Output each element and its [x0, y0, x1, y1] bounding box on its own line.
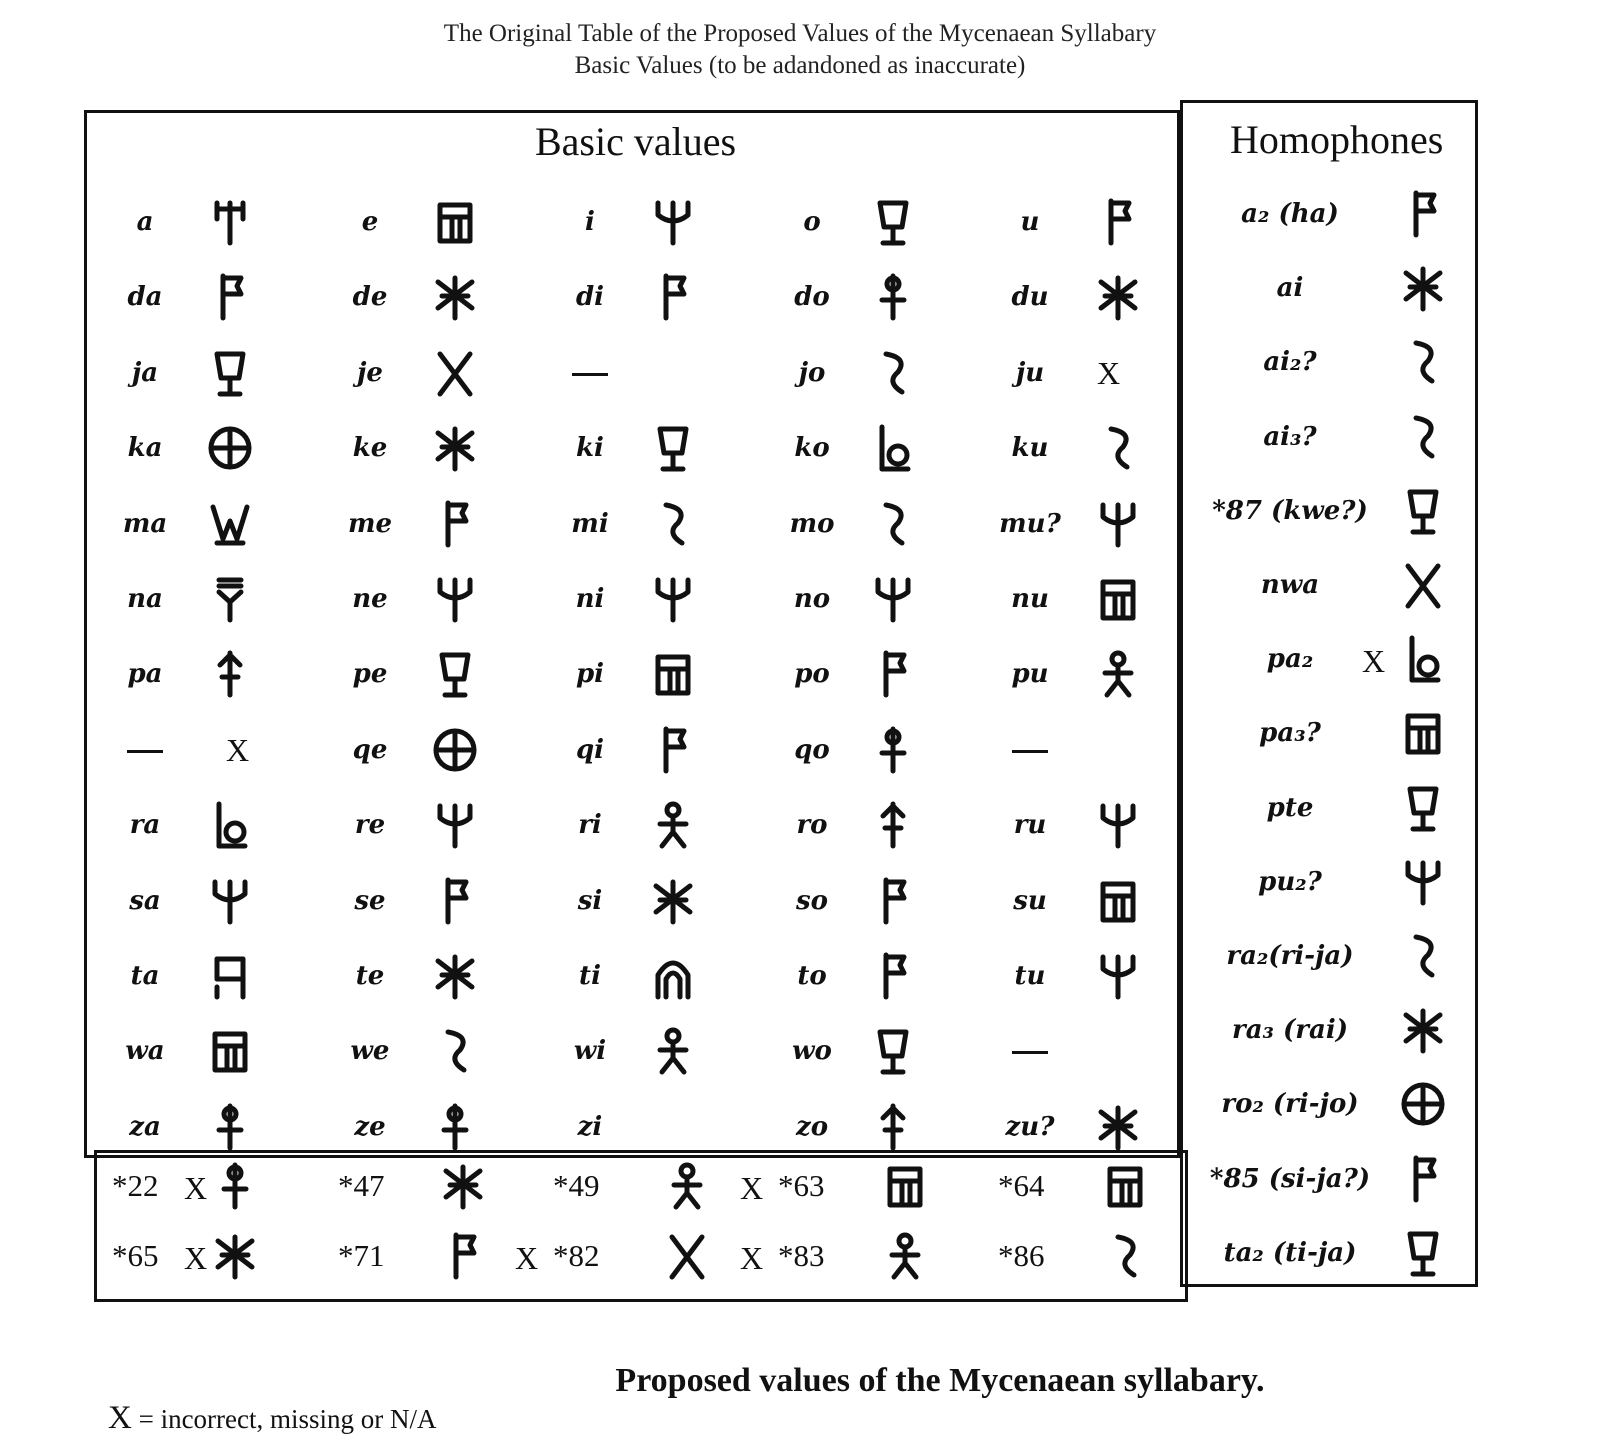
x-mark-basic: X: [226, 731, 250, 768]
linear-b-sign-icon: [1398, 1154, 1448, 1204]
linear-b-sign-icon: [1093, 951, 1143, 1001]
linear-b-sign-icon: [1093, 649, 1143, 699]
linear-b-sign-icon: [868, 574, 918, 624]
basic-label-3-4: mo: [789, 508, 835, 539]
homophone-label: pu₂?: [1258, 866, 1322, 897]
basic-label-4-8: ru: [1013, 810, 1047, 841]
linear-b-sign-icon: [1398, 857, 1448, 907]
linear-b-sign-icon: [868, 800, 918, 850]
linear-b-sign-icon: [430, 1102, 480, 1152]
linear-b-sign-icon: [868, 1026, 918, 1076]
linear-b-sign-icon: [868, 649, 918, 699]
homophone-label: ro₂ (ri-jo): [1221, 1089, 1359, 1120]
homophone-label: *87 (kwe?): [1212, 495, 1368, 526]
linear-b-sign-icon: [1398, 1079, 1448, 1129]
linear-b-sign-icon: [868, 951, 918, 1001]
basic-dash-2-2: [572, 373, 608, 376]
basic-label-2-0: i: [585, 207, 595, 237]
basic-label-2-6: pi: [575, 659, 605, 690]
basic-label-3-2: jo: [798, 357, 826, 388]
linear-b-sign-icon: [1093, 272, 1143, 322]
homophone-label: ta₂ (ti-ja): [1223, 1237, 1357, 1268]
linear-b-sign-icon: [205, 1102, 255, 1152]
basic-label-0-11: wa: [125, 1036, 165, 1067]
linear-b-sign-icon: [648, 951, 698, 1001]
linear-b-sign-icon: [648, 574, 698, 624]
x-mark: X: [740, 1240, 764, 1276]
linear-b-sign-icon: [430, 725, 480, 775]
basic-label-2-10: ti: [579, 961, 601, 991]
linear-b-sign-icon: [648, 649, 698, 699]
linear-b-sign-icon: [868, 197, 918, 247]
linear-b-sign-icon: [1398, 560, 1448, 610]
basic-label-4-4: mu?: [999, 508, 1061, 539]
basic-label-1-9: se: [354, 885, 386, 916]
basic-label-2-9: si: [577, 885, 603, 916]
basic-label-0-3: ka: [127, 433, 163, 464]
numbered-label: *82: [553, 1238, 600, 1273]
linear-b-sign-icon: [1398, 634, 1448, 684]
linear-b-sign-icon: [205, 951, 255, 1001]
basic-label-1-12: ze: [354, 1111, 386, 1142]
basic-label-4-9: su: [1013, 885, 1047, 916]
linear-b-sign-icon: [1398, 412, 1448, 462]
linear-b-sign-icon: [868, 1102, 918, 1152]
linear-b-sign-icon: [1398, 337, 1448, 387]
linear-b-sign-icon: [430, 649, 480, 699]
basic-label-4-12: zu?: [1005, 1111, 1055, 1142]
linear-b-sign-icon: [1093, 1102, 1143, 1152]
basic-label-0-6: pa: [127, 659, 163, 690]
basic-label-3-9: so: [796, 885, 828, 916]
linear-b-sign-icon: [1093, 423, 1143, 473]
basic-label-1-5: ne: [352, 584, 388, 614]
linear-b-sign-icon: [205, 574, 255, 624]
homophone-label: pte: [1266, 792, 1314, 823]
legend-text: = incorrect, missing or N/A: [138, 1404, 437, 1434]
homophone-label: ai: [1276, 273, 1304, 304]
linear-b-sign-icon: [662, 1161, 712, 1211]
page-title: The Original Table of the Proposed Values of the Mycenaean Syllabary: [443, 20, 1157, 47]
basic-label-1-7: qe: [352, 734, 388, 765]
linear-b-sign-icon: [205, 1026, 255, 1076]
basic-label-2-7: qi: [575, 734, 605, 765]
basic-label-0-9: sa: [129, 885, 161, 916]
linear-b-sign-icon: [1398, 1005, 1448, 1055]
linear-b-sign-icon: [648, 800, 698, 850]
x-mark: X: [1362, 643, 1386, 680]
basic-label-4-10: tu: [1014, 961, 1046, 991]
linear-b-sign-icon: [438, 1161, 488, 1211]
basic-label-1-10: te: [355, 961, 385, 991]
homophone-label: ra₂(ri-ja): [1226, 941, 1354, 971]
linear-b-sign-icon: [648, 725, 698, 775]
linear-b-sign-icon: [648, 272, 698, 322]
x-mark-ju: X: [1097, 354, 1121, 391]
linear-b-sign-icon: [868, 272, 918, 322]
linear-b-sign-icon: [648, 423, 698, 473]
linear-b-sign-icon: [430, 197, 480, 247]
linear-b-sign-icon: [205, 348, 255, 398]
linear-b-sign-icon: [1398, 486, 1448, 536]
linear-b-sign-icon: [662, 1231, 712, 1281]
basic-dash-4-11: [1012, 1051, 1048, 1054]
basic-dash-4-7: [1012, 750, 1048, 753]
numbered-label: *64: [998, 1168, 1045, 1203]
basic-label-1-8: re: [354, 810, 386, 841]
linear-b-sign-icon: [205, 423, 255, 473]
numbered-label: *22: [112, 1168, 159, 1203]
basic-label-1-3: ke: [352, 433, 388, 464]
linear-b-sign-icon: [648, 499, 698, 549]
basic-label-3-12: zo: [795, 1111, 829, 1142]
basic-values-title: Basic values: [535, 119, 737, 164]
basic-label-2-11: wi: [573, 1036, 607, 1067]
linear-b-sign-icon: [1398, 1228, 1448, 1278]
linear-b-sign-icon: [1398, 931, 1448, 981]
x-mark: X: [184, 1170, 208, 1206]
basic-label-3-11: wo: [792, 1036, 832, 1067]
basic-label-2-4: mi: [571, 508, 609, 539]
legend: [108, 1400, 437, 1437]
linear-b-sign-icon: [1100, 1231, 1150, 1281]
table-caption: Proposed values of the Mycenaean syllabary.: [615, 1362, 1265, 1399]
basic-label-3-1: do: [794, 282, 830, 313]
linear-b-sign-icon: [1398, 783, 1448, 833]
linear-b-sign-icon: [430, 423, 480, 473]
linear-b-sign-icon: [210, 1161, 260, 1211]
x-mark: X: [184, 1240, 208, 1276]
linear-b-sign-icon: [210, 1231, 260, 1281]
homophone-label: *85 (si-ja?): [1209, 1163, 1371, 1194]
linear-b-sign-icon: [430, 800, 480, 850]
basic-label-4-1: du: [1011, 282, 1049, 313]
basic-label-0-1: da: [127, 282, 163, 313]
basic-label-3-0: o: [803, 207, 821, 237]
linear-b-sign-icon: [880, 1161, 930, 1211]
basic-label-1-6: pe: [352, 659, 388, 690]
basic-label-0-10: ta: [130, 961, 160, 991]
numbered-label: *63: [778, 1168, 825, 1203]
basic-label-3-7: qo: [794, 734, 830, 765]
linear-b-sign-icon: [1093, 197, 1143, 247]
linear-b-sign-icon: [868, 423, 918, 473]
x-mark: X: [515, 1240, 539, 1276]
linear-b-sign-icon: [880, 1231, 930, 1281]
linear-b-sign-icon: [1398, 189, 1448, 239]
basic-label-1-1: de: [352, 282, 388, 313]
basic-label-1-2: je: [357, 357, 383, 388]
basic-label-3-3: ko: [794, 433, 830, 464]
basic-label-0-0: a: [136, 207, 154, 237]
basic-label-0-5: na: [127, 584, 163, 614]
linear-b-sign-icon: [430, 348, 480, 398]
basic-label-2-12: zi: [577, 1111, 603, 1142]
basic-label-1-4: me: [347, 508, 393, 539]
linear-b-sign-icon: [430, 951, 480, 1001]
linear-b-sign-icon: [648, 197, 698, 247]
basic-label-4-5: nu: [1011, 584, 1049, 614]
linear-b-sign-icon: [430, 876, 480, 926]
linear-b-sign-icon: [1093, 499, 1143, 549]
numbered-label: *49: [553, 1168, 600, 1203]
homophone-label: a₂ (ha): [1241, 199, 1339, 229]
numbered-label: *65: [112, 1238, 159, 1273]
linear-b-sign-icon: [1100, 1161, 1150, 1211]
linear-b-sign-icon: [430, 499, 480, 549]
basic-dash-0-7: [127, 750, 163, 753]
basic-label-0-8: ra: [129, 810, 161, 841]
homophone-label: pa₂: [1266, 644, 1314, 675]
homophones-title: Homophones: [1230, 117, 1444, 162]
basic-label-2-1: di: [575, 282, 605, 313]
linear-b-sign-icon: [205, 499, 255, 549]
page-subtitle: Basic Values (to be adandoned as inaccurate): [574, 52, 1026, 79]
numbered-label: *71: [338, 1238, 385, 1273]
linear-b-sign-icon: [1398, 708, 1448, 758]
linear-b-sign-icon: [205, 649, 255, 699]
linear-b-sign-icon: [205, 272, 255, 322]
linear-b-sign-icon: [430, 1026, 480, 1076]
basic-label-1-11: we: [350, 1036, 390, 1067]
basic-label-1-0: e: [361, 207, 379, 237]
linear-b-sign-icon: [205, 800, 255, 850]
linear-b-sign-icon: [1093, 800, 1143, 850]
homophone-label: nwa: [1260, 570, 1320, 600]
basic-label-3-8: ro: [796, 810, 828, 841]
homophone-label: ra₃ (rai): [1231, 1015, 1349, 1046]
basic-label-3-5: no: [793, 584, 831, 614]
legend-symbol: X: [108, 1400, 132, 1436]
basic-label-4-2: ju: [1015, 357, 1045, 388]
basic-label-3-10: to: [797, 961, 827, 991]
numbered-label: *47: [338, 1168, 385, 1203]
basic-label-4-6: pu: [1011, 659, 1049, 690]
numbered-label: *83: [778, 1238, 825, 1273]
linear-b-sign-icon: [648, 876, 698, 926]
basic-label-2-8: ri: [578, 810, 602, 841]
x-mark: X: [740, 1170, 764, 1206]
linear-b-sign-icon: [1093, 876, 1143, 926]
linear-b-sign-icon: [1398, 263, 1448, 313]
basic-label-2-5: ni: [575, 584, 605, 614]
basic-label-3-6: po: [794, 659, 830, 690]
numbered-label: *86: [998, 1238, 1045, 1273]
homophone-label: ai₂?: [1263, 347, 1317, 378]
linear-b-sign-icon: [438, 1231, 488, 1281]
basic-label-4-0: u: [1020, 207, 1040, 237]
linear-b-sign-icon: [205, 197, 255, 247]
linear-b-sign-icon: [1093, 574, 1143, 624]
homophone-label: pa₃?: [1259, 718, 1321, 749]
linear-b-sign-icon: [868, 348, 918, 398]
basic-label-4-3: ku: [1011, 433, 1049, 464]
homophone-label: ai₃?: [1263, 421, 1317, 452]
linear-b-sign-icon: [868, 876, 918, 926]
linear-b-sign-icon: [868, 499, 918, 549]
basic-label-2-3: ki: [576, 433, 604, 464]
basic-label-0-2: ja: [131, 357, 159, 388]
linear-b-sign-icon: [205, 876, 255, 926]
linear-b-sign-icon: [648, 1026, 698, 1076]
basic-label-0-4: ma: [122, 508, 168, 539]
linear-b-sign-icon: [868, 725, 918, 775]
linear-b-sign-icon: [430, 574, 480, 624]
basic-label-0-12: za: [129, 1111, 161, 1142]
linear-b-sign-icon: [430, 272, 480, 322]
